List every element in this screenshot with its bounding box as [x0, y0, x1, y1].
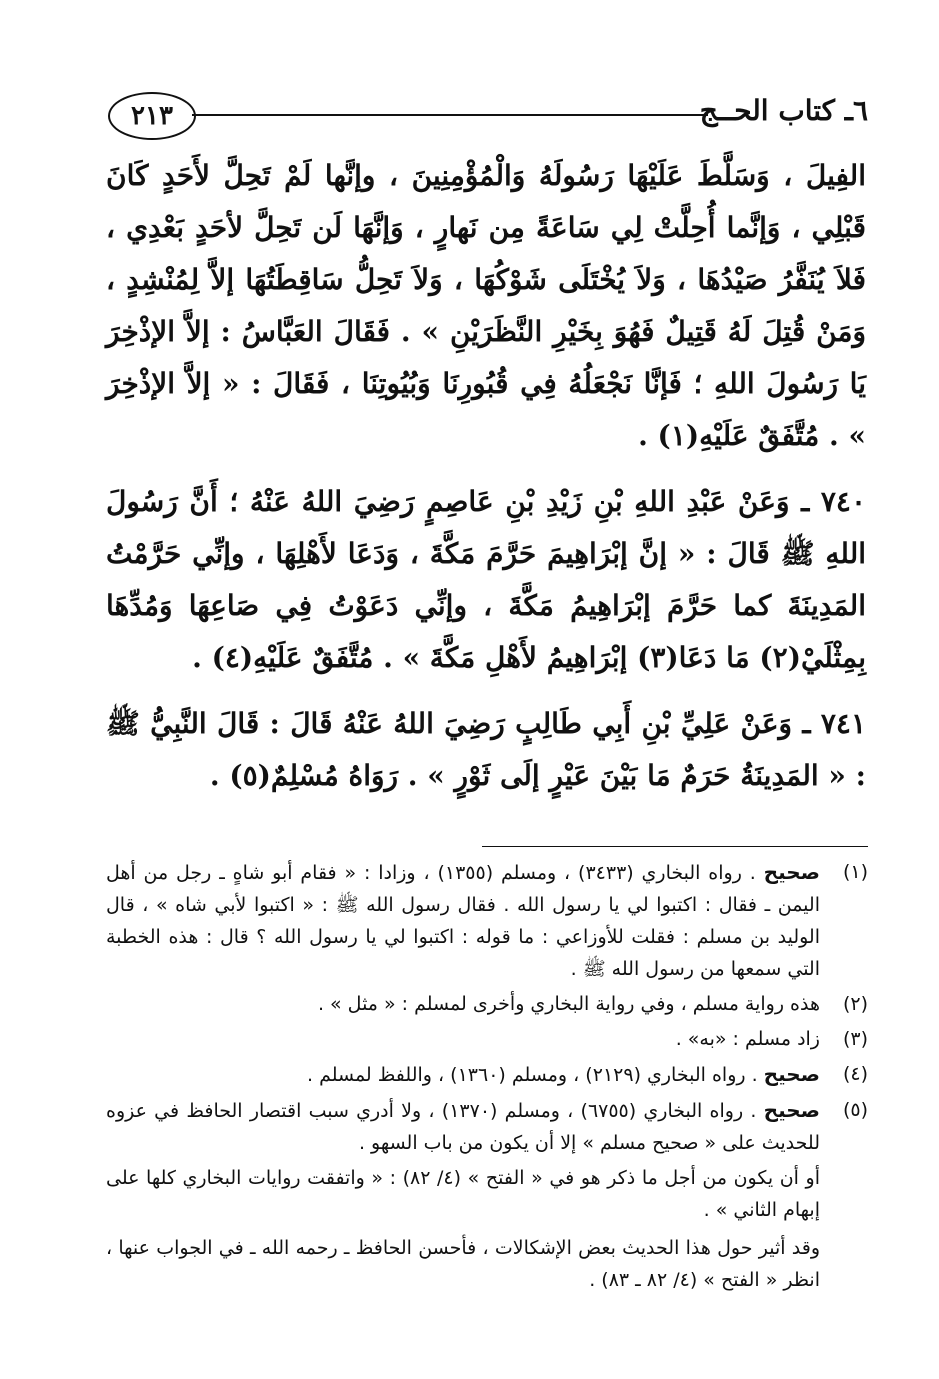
footnote-5-continuation: وقد أثير حول هذا الحديث بعض الإشكالات ، فأحسن الحافظ ـ رحمه الله ـ في الجواب عنها ، انظر « الفتح » (٤/ ٨٢ ـ ٨٣) . [106, 1237, 820, 1291]
header-rule [192, 114, 708, 116]
footnote-grade: صحيح [763, 1062, 820, 1086]
page-number: ٢١٣ [108, 92, 196, 140]
hadith-741: ٧٤١ ـ وَعَنْ عَلِيِّ بْنِ أَبِي طَالِبٍ رَضِيَ اللهُ عَنْهُ قَالَ : قَالَ النَّبِيُّ ﷺ : « المَدِينَةُ حَرَمٌ مَا بَيْنَ عَيْرٍ إلَى ثَوْرٍ » . رَوَاهُ مُسْلِمٌ(٥) . [106, 707, 866, 792]
footnote-text: . رواه البخاري (٦٧٥٥) ، ومسلم (١٣٧٠) ، ولا أدري سبب اقتصار الحافظ في عزوه للحديث على « صحيح مسلم » إلا أن يكون من باب السهو . [106, 1100, 820, 1154]
footnote-number: (٤) [842, 1063, 868, 1085]
hadith-740: ٧٤٠ ـ وَعَنْ عَبْدِ اللهِ بْنِ زَيْدِ بْنِ عَاصِمٍ رَضِيَ اللهُ عَنْهُ ؛ أَنَّ رَسُولَ اللهِ ﷺ قَالَ : « إنَّ إبْرَاهِيمَ حَرَّمَ مَكَّةَ ، وَدَعَا لأَهْلِهَا ، وإنِّي حَرَّمْتُ المَدِينَةَ كما حَرَّمَ إبْرَاهِيمُ مَكَّةَ ، وإنِّي دَعَوْتُ فِي صَاعِهَا وَمُدِّهَا بِمِثْلَيْ(٢) مَا دَعَا(٣) إبْرَاهِيمُ لأَهْلِ مَكَّةَ » . مُتَّفَقٌ عَلَيْهِ(٤) . [106, 485, 866, 674]
footnote-grade: صحيح [763, 860, 820, 884]
footnotes [106, 856, 868, 1296]
footnote-text: . رواه البخاري (٢١٢٩) ، ومسلم (١٣٦٠) ، واللفظ لمسلم . [306, 1064, 758, 1086]
footnote-grade: صحيح [763, 1098, 820, 1122]
footnote-text: هذه رواية مسلم ، وفي رواية البخاري وأخرى لمسلم : « مثل » . [317, 993, 820, 1015]
footnote-5 [106, 1094, 868, 1159]
page-header [108, 92, 868, 142]
footnote-number: (١) [842, 861, 868, 883]
chapter-title: ٦ـ كتاب الحــج [699, 94, 868, 127]
footnote-text: . رواه البخاري (٣٤٣٣) ، ومسلم (١٣٥٥) ، وزادا : « فقام أبو شاهٍ ـ رجل من أهل اليمن ـ فقال : اكتبوا لي يا رسول الله . فقال رسول الله ﷺ : « اكتبوا لأبي شاه » ، قال الوليد بن مسلم : فقلت للأوزاعي : ما قوله : اكتبوا لي يا رسول الله ؟ قال : هذه الخطبة التي سمعها من رسول الله ﷺ . [106, 862, 820, 980]
footnote-4 [106, 1058, 868, 1091]
footnote-2 [106, 988, 868, 1020]
footnote-text: زاد مسلم : «به» . [675, 1028, 820, 1050]
footnote-number: (٥) [842, 1099, 868, 1121]
footnote-5-continuation: أو أن يكون من أجل ما ذكر هو في « الفتح » (٤/ ٨٢) : « واتفقت روايات البخاري كلها على إبهام الثاني » . [106, 1167, 820, 1221]
footnote-number: (٢) [842, 993, 868, 1015]
paragraph-continuation: الفِيلَ ، وَسَلَّطَ عَلَيْهَا رَسُولَهُ وَالْمُؤْمِنِينَ ، وإنَّها لَمْ تَحِلَّ لأَحَدٍ كَانَ قَبْلِي ، وَإنَّما أُحِلَّتْ لِي سَاعَةً مِن نَهارٍ ، وَإنَّهَا لَن تَحِلَّ لأحَدٍ بَعْدِي ، فَلاَ يُنَفَّرُ صَيْدُهَا ، وَلاَ يُخْتَلَى شَوْكُهَا ، وَلاَ تَحِلُّ سَاقِطَتُهَا إلاَّ لِمُنْشِدٍ ، وَمَنْ قُتِلَ لَهُ قَتِيلٌ فَهُوَ بِخَيْرِ النَّظَرَيْنِ » . فَقَالَ العَبَّاسُ : إلاَّ الإذْخِرَ يَا رَسُولَ اللهِ ؛ فَإنَّا نَجْعَلُهُ فِي قُبُورِنَا وَبُيُوتِنَا ، فَقَالَ : « إلاَّ الإذْخِرَ » . مُتَّفَقٌ عَلَيْهِ(١) . [106, 159, 866, 452]
footnote-divider [482, 846, 868, 847]
footnote-number: (٣) [842, 1028, 868, 1050]
footnote-1 [106, 856, 868, 985]
footnote-3 [106, 1023, 868, 1055]
main-text [106, 150, 866, 816]
